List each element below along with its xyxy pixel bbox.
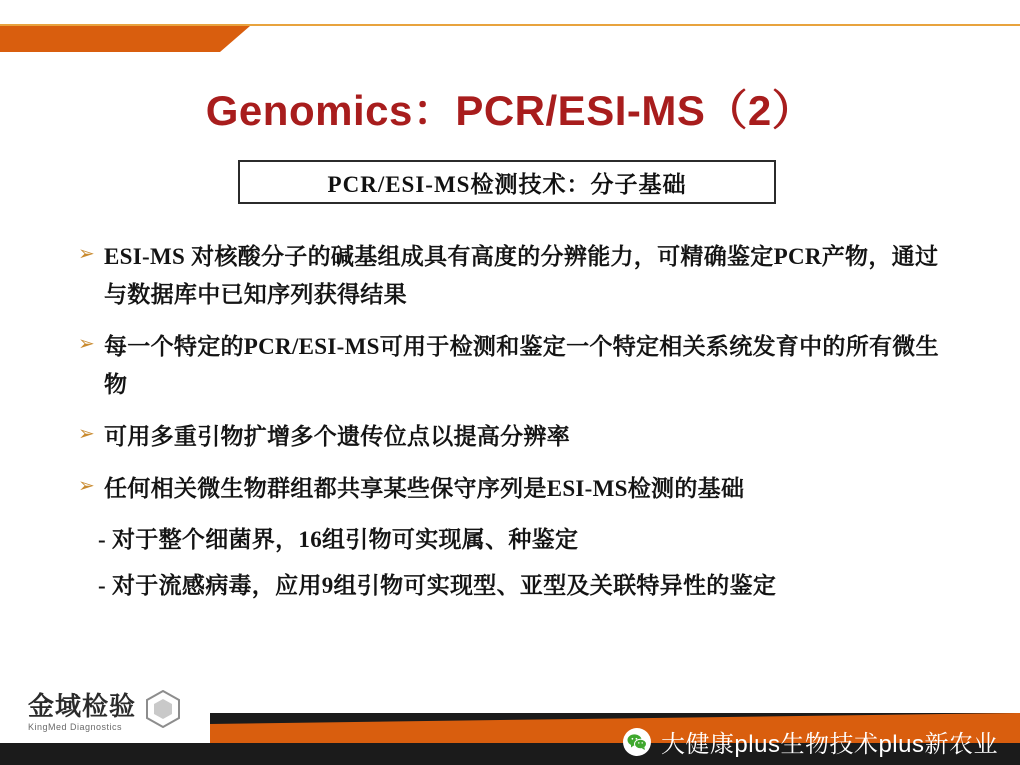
- sub-list-item-text: - 对于整个细菌界，16组引物可实现属、种鉴定: [98, 527, 579, 552]
- list-item: [78, 328, 958, 404]
- brand-logo: [28, 690, 180, 733]
- page-title: Genomics：PCR/ESI-MS（2）: [205, 87, 815, 134]
- wechat-account: [623, 724, 998, 759]
- subtitle-text: PCR/ESI-MS检测技术：分子基础: [327, 171, 687, 197]
- arrow-bullet-icon: ➢: [78, 243, 95, 265]
- list-item: [78, 238, 958, 314]
- brand-name-cn: 金域检验: [28, 690, 137, 721]
- list-item-text: ESI-MS 对核酸分子的碱基组成具有高度的分辨能力，可精确鉴定PCR产物，通过与数据库中已知序列获得结果: [104, 244, 939, 307]
- wechat-icon: [623, 728, 651, 756]
- list-item: [78, 470, 958, 508]
- brand-name-en: KingMed Diagnostics: [28, 721, 123, 732]
- arrow-bullet-icon: ➢: [78, 423, 95, 445]
- top-orange-banner: [0, 26, 250, 52]
- subtitle-box: [238, 160, 776, 204]
- hexagon-logo-icon: [146, 690, 180, 733]
- bullet-list: [78, 238, 958, 614]
- top-gold-rule: [0, 24, 1020, 26]
- arrow-bullet-icon: ➢: [78, 333, 95, 355]
- arrow-bullet-icon: ➢: [78, 475, 95, 497]
- list-item-text: 任何相关微生物群组都共享某些保守序列是ESI-MS检测的基础: [104, 476, 745, 501]
- list-item-text: 每一个特定的PCR/ESI-MS可用于检测和鉴定一个特定相关系统发育中的所有微生物: [104, 334, 939, 397]
- wechat-account-name: 大健康plus生物技术plus新农业: [660, 731, 998, 758]
- list-item: [78, 418, 958, 456]
- sub-list-item-text: - 对于流感病毒，应用9组引物可实现型、亚型及关联特异性的鉴定: [98, 573, 777, 598]
- list-item-text: 可用多重引物扩增多个遗传位点以提高分辨率: [104, 424, 570, 449]
